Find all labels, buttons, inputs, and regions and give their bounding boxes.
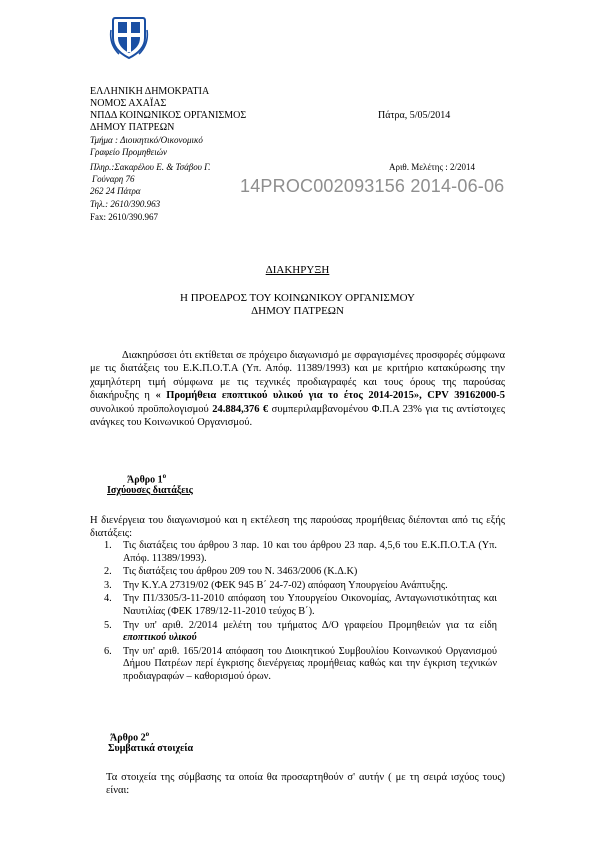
- contact-phone: Τηλ.: 2610/390.963: [90, 199, 161, 209]
- registry-watermark: 14PROC002093156 2014-06-06: [240, 176, 505, 196]
- tender-subject: « Προμήθεια εποπτικού υλικού για το έτος 2014-2015», CPV 39162000-5: [155, 390, 505, 402]
- article-2-title: Συμβατικά στοιχεία: [108, 743, 194, 754]
- office: Γραφείο Προμηθειών: [90, 147, 167, 157]
- list-item: 3. Την Κ.Υ.Α 27319/02 (ΦΕΚ 945 Β΄ 24-7-02) απόφαση Υπουργείου Ανάπτυξης.: [104, 579, 448, 591]
- contact-persons: Πληρ.:Σακαρέλου Ε. & Τσάβου Γ.: [90, 162, 211, 172]
- contact-city: 262 24 Πάτρα: [90, 186, 141, 196]
- list-item: 1. Τις διατάξεις του άρθρου 3 παρ. 10 και του άρθρου 23 παρ. 4,5,6 του Ε.Κ.Π.Ο.Τ.Α (Υπ. Απόφ. 11389/1993).: [104, 540, 497, 564]
- list-item: 4. Την Π1/3305/3-11-2010 απόφαση του Υπουργείου Οικονομίας, Ανταγωνιστικότητας και Ναυτιλίας (ΦΕΚ 1789/12-11-2010 τεύχος Β΄).: [104, 593, 497, 617]
- department: Τμήμα : Διοικητικό/Οικονομικό: [90, 135, 203, 145]
- contact-street: Γούναρη 76: [92, 174, 135, 184]
- issuer-line-2: ΔΗΜΟΥ ΠΑΤΡΕΩΝ: [251, 305, 344, 317]
- provisions-list: [104, 540, 497, 685]
- list-item: 2. Τις διατάξεις του άρθρου 209 του Ν. 3463/2006 (Κ.Δ.Κ): [104, 566, 358, 578]
- contact-fax: Fax: 2610/390.967: [90, 212, 159, 222]
- article-2-heading: Άρθρο $2^o$: [110, 730, 150, 744]
- issuer-line-1: Η ΠΡΟΕΔΡΟΣ ΤΟΥ ΚΟΙΝΩΝΙΚΟΥ ΟΡΓΑΝΙΣΜΟΥ: [180, 292, 415, 304]
- header-line-country: ΕΛΛΗΝΙΚΗ ΔΗΜΟΚΡΑΤΙΑ: [90, 86, 210, 97]
- place-date: Πάτρα, 5/05/2014: [378, 110, 451, 121]
- article-1-lead: Η διενέργεια του διαγωνισμού και η εκτέλεση της παρούσας προμήθειας διέπονται από τις εξής διατάξεις:: [90, 515, 505, 540]
- list-item: 6. Την υπ' αριθ. 165/2014 απόφαση του Διοικητικού Συμβουλίου Κοινωνικού Οργανισμού Δήμου Πατρέων περί έγκρισης διενέργειας προμήθειας καθώς και την έγκριση τεχνικών προδιαγραφών – καθορισμού όρων.: [104, 645, 497, 682]
- intro-paragraph: Διακηρύσσει ότι εκτίθεται σε πρόχειρο διαγωνισμό με σφραγισμένες προσφορές σύμφωνα με τις διατάξεις του Ε.Κ.Π.Ο.Τ.Α (Υπ. Απόφ. 11389/1993) και με κριτήριο κατακύρωσης την χαμηλότερη τιμή σύμφωνα με τις τεχνικές προδιαγραφές και τους όρους της παρούσας διακήρυξης η « Προμήθεια εποπτικού υλικού για το έτος 2014-2015», CPV 39162000-5 συνολικού προϋπολογισμού 24.884,376 € συμπεριλαμβανομένου Φ.Π.Α 23% για τις αντίστοιχες ανάγκες του Κοινωνικού Οργανισμού.: [90, 350, 506, 429]
- document-title: ΔΙΑΚΗΡΥΞΗ: [265, 264, 330, 276]
- study-number: Αριθ. Μελέτης : 2/2014: [389, 162, 476, 172]
- article-1-title: Ισχύουσες διατάξεις: [107, 485, 193, 496]
- tender-budget: 24.884,376 €: [212, 403, 269, 415]
- header-line-municipality: ΔΗΜΟΥ ΠΑΤΡΕΩΝ: [90, 122, 175, 133]
- list-item: 5. Την υπ' αριθ. 2/2014 μελέτη του τμήματος Δ/Ο γραφείου Προμηθειών για τα είδη εποπτικού υλικού: [104, 619, 497, 644]
- header-line-prefecture: ΝΟΜΟΣ ΑΧΑΪΑΣ: [90, 98, 167, 109]
- article-2-lead: Τα στοιχεία της σύμβασης τα οποία θα προσαρτηθούν σ' αυτήν ( με τη σειρά ισχύος τους) είναι:: [106, 772, 505, 797]
- article-1-heading: Άρθρο $1^o$: [127, 472, 167, 486]
- greek-coat-of-arms-emblem: [109, 16, 149, 60]
- header-line-organization: ΝΠΔΔ ΚΟΙΝΩΝΙΚΟΣ ΟΡΓΑΝΙΣΜΟΣ: [90, 110, 247, 121]
